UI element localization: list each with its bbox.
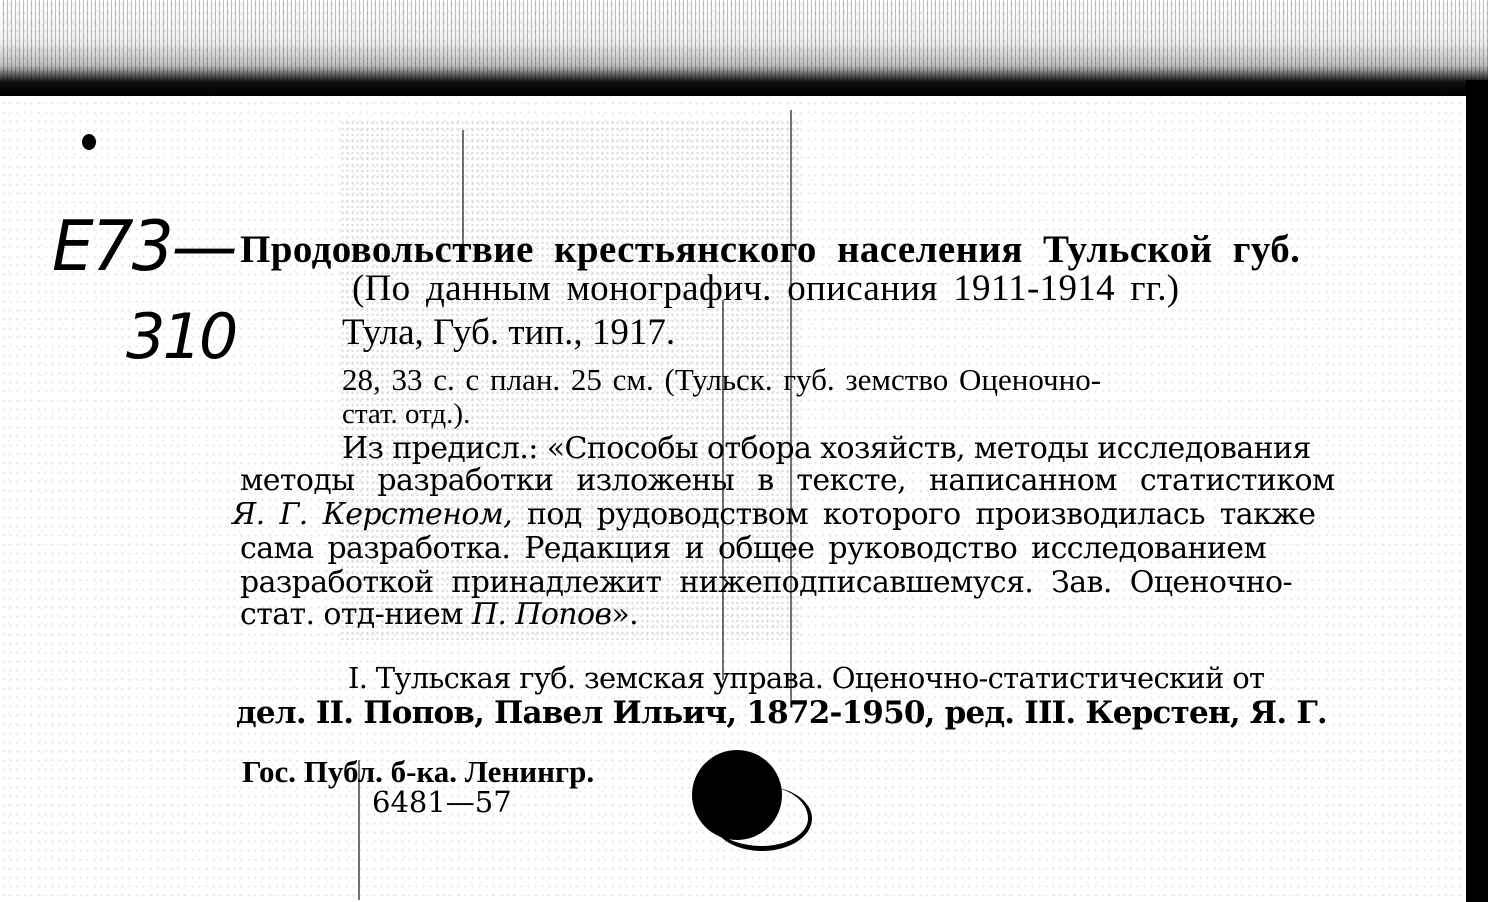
library-name: Гос. Публ. б-ка. Ленингр. xyxy=(242,754,595,789)
collation-line-2: стат. отд.). xyxy=(342,398,471,430)
note-line-4: сама разработка. Редакция и общее руководство исследованием xyxy=(240,531,1267,566)
punch-hole-shadow xyxy=(712,786,812,851)
tracings-line-1: I. Тульская губ. земская управа. Оценочно-статистический от xyxy=(348,661,1265,695)
note-line-3-rest: под рудоводством которого производилась также xyxy=(512,497,1316,532)
note-line-6 xyxy=(240,597,639,632)
note-line-6-prefix: стат. отд-нием xyxy=(240,597,472,632)
scan-artifact-line xyxy=(790,110,792,700)
ink-dot xyxy=(82,134,96,150)
note-line-2: методы разработки изложены в тексте, написанном статистиком xyxy=(240,463,1335,498)
shelf-mark-line1: Е73— xyxy=(52,206,236,287)
tracings-line-2: дел. II. Попов, Павел Ильич, 1872-1950, ред. III. Керстен, Я. Г. xyxy=(236,695,1327,731)
book-subtitle: (По данным монографич. описания 1911-1914 гг.) xyxy=(352,268,1180,309)
collation-line-1: 28, 33 с. с план. 25 см. (Тульск. губ. земство Оценочно- xyxy=(342,362,1102,397)
book-title: Продовольствие крестьянского населения Тульской губ. xyxy=(240,228,1301,271)
note-line-5: разработкой принадлежит нижеподписавшемуся. Зав. Оценочно- xyxy=(240,565,1293,600)
note-editor-name: П. Попов xyxy=(471,597,612,632)
note-author-name: Я. Г. Керстеном, xyxy=(232,497,513,532)
note-line-1: Из предисл.: «Способы отбора хозяйств, методы исследования xyxy=(342,431,1311,466)
card-right-edge xyxy=(1466,80,1488,902)
card-top-edge xyxy=(0,0,1488,96)
book-imprint: Тула, Губ. тип., 1917. xyxy=(342,312,676,353)
accession-number: 6481—57 xyxy=(372,785,512,819)
note-line-3 xyxy=(232,497,1316,532)
note-line-6-suffix: ». xyxy=(611,597,639,632)
shelf-mark-line2: 310 xyxy=(126,300,236,373)
